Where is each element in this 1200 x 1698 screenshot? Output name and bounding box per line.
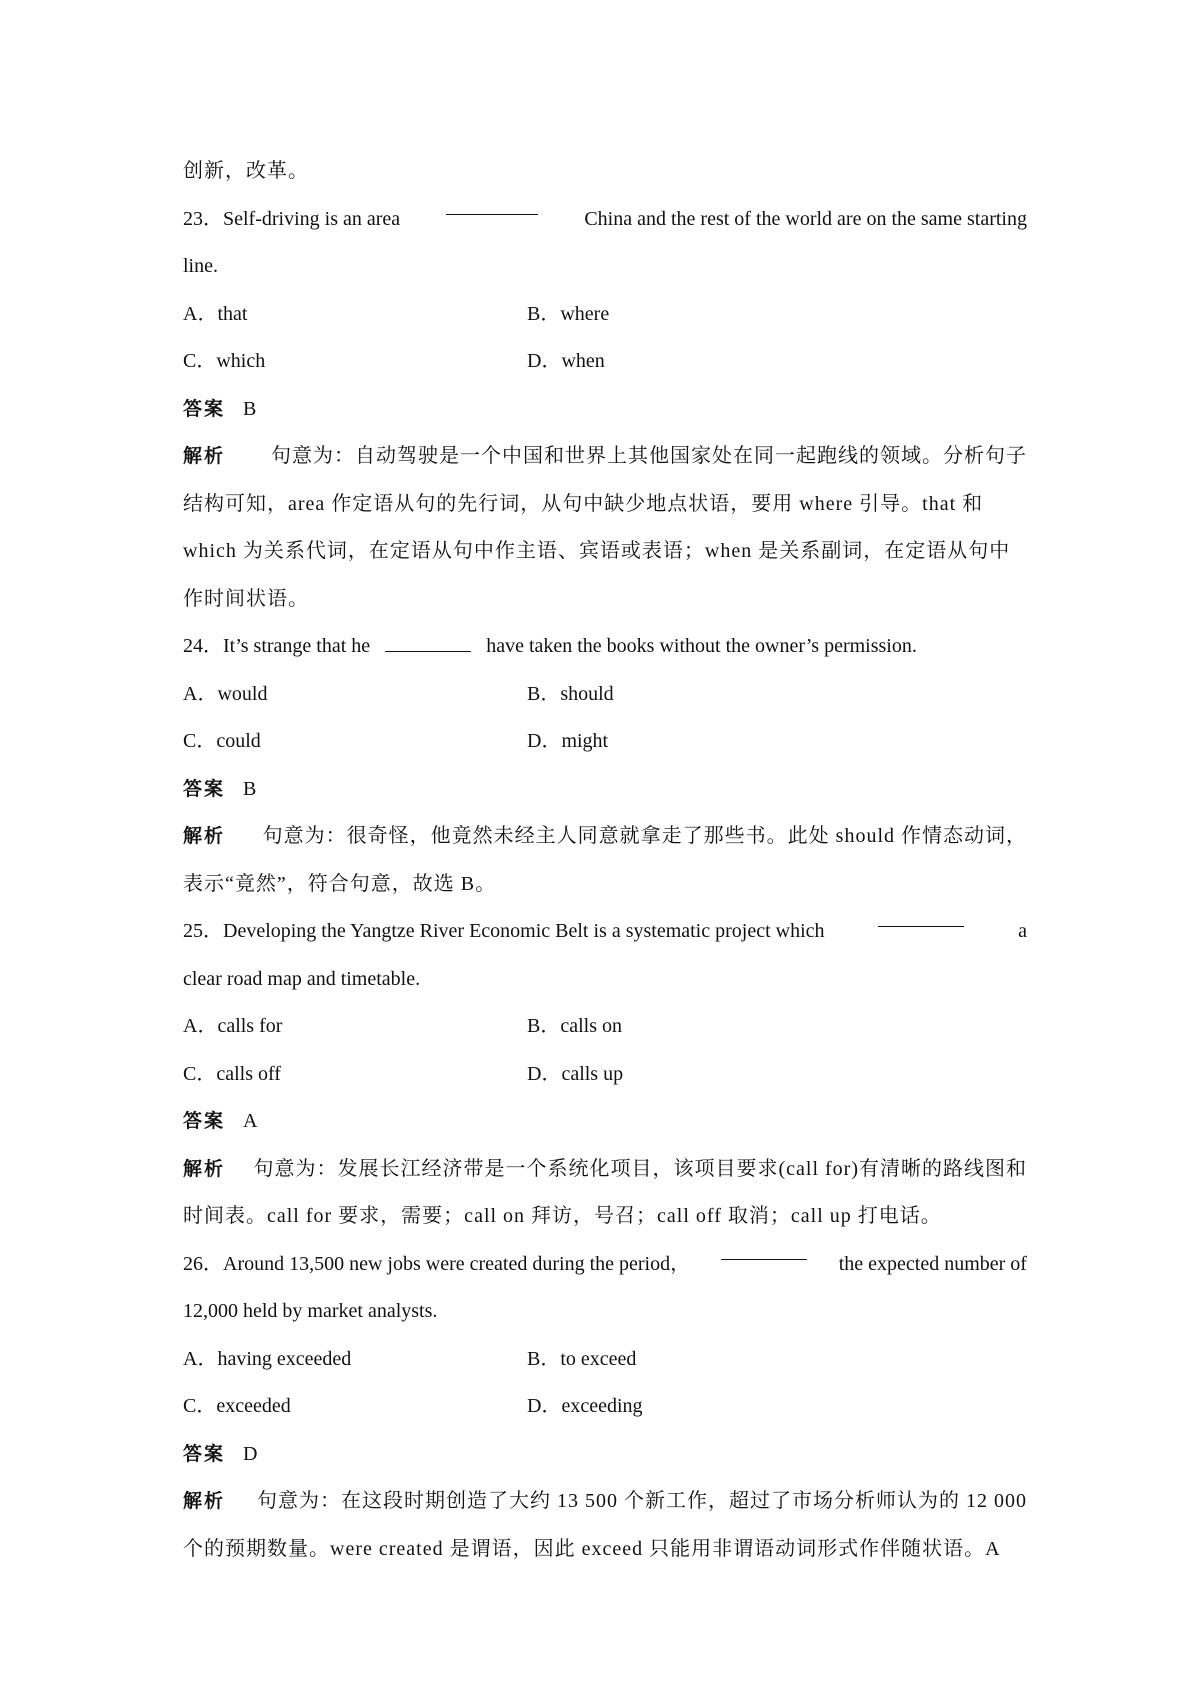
- analysis-line: [183, 1478, 1027, 1526]
- answer-label: 答案: [183, 1110, 226, 1132]
- question-stem-continuation: line.: [183, 255, 218, 277]
- options-row: [183, 1336, 1027, 1384]
- answer-line: [183, 1098, 1027, 1146]
- question-stem-part: a: [1018, 920, 1027, 942]
- option-b: B．calls on: [527, 1015, 622, 1037]
- option-a: A．calls for: [183, 1015, 283, 1037]
- answer-label: 答案: [183, 1442, 226, 1465]
- question-23-stem: [183, 196, 1027, 244]
- question-stem-part: the expected number of: [838, 1252, 1027, 1275]
- answer-line: [183, 766, 1027, 814]
- answer-value: B: [243, 397, 257, 420]
- answer-line: [183, 386, 1027, 434]
- analysis-text: 句意为：自动驾驶是一个中国和世界上其他国家处在同一起跑线的领域。分析句子: [271, 445, 1027, 467]
- answer-value: B: [243, 777, 257, 800]
- answer-label: 答案: [183, 397, 226, 420]
- analysis-text: 句意为：发展长江经济带是一个系统化项目，该项目要求(call for)有清晰的路线图和: [253, 1157, 1027, 1180]
- options-row: [183, 1003, 1027, 1051]
- question-stem-continuation: 12,000 held by market analysts.: [183, 1300, 438, 1322]
- option-c: C．which: [183, 350, 266, 372]
- question-24-stem: [183, 623, 1027, 671]
- intro-line: 创新，改革。: [183, 160, 309, 182]
- analysis-line: [183, 1146, 1027, 1194]
- answer-value: D: [243, 1442, 258, 1465]
- question-number: 24．: [183, 635, 223, 657]
- option-d: D．calls up: [527, 1062, 624, 1085]
- option-c: C．could: [183, 730, 261, 752]
- answer-blank: [385, 633, 471, 652]
- analysis-label: 解析: [183, 825, 226, 847]
- question-number: 25．: [183, 920, 223, 942]
- analysis-line: [183, 813, 1027, 861]
- option-a: A．having exceeded: [183, 1347, 352, 1370]
- analysis-label: 解析: [183, 1490, 226, 1512]
- option-a: A．that: [183, 302, 248, 325]
- option-b: B．where: [527, 302, 610, 325]
- analysis-label: 解析: [183, 445, 226, 467]
- option-b: B．to exceed: [527, 1347, 637, 1370]
- analysis-text: 句意为：很奇怪，他竟然未经主人同意就拿走了那些书。此处 should 作情态动词，: [262, 825, 1027, 847]
- document-page: [183, 148, 1027, 1573]
- analysis-text: which 为关系代词，在定语从句中作主语、宾语或表语；when 是关系副词，在定语从句中: [183, 540, 1011, 562]
- option-b: B．should: [527, 682, 614, 705]
- question-stem-part: Developing the Yangtze River Economic Belt is a systematic project which: [223, 920, 825, 942]
- question-26-stem: [183, 1241, 1027, 1289]
- question-number: 23．: [183, 207, 223, 230]
- options-row: [183, 1051, 1027, 1099]
- analysis-text: 结构可知，area 作定语从句的先行词，从句中缺少地点状语，要用 where 引导。that 和: [183, 492, 984, 515]
- analysis-text: 时间表。call for 要求，需要；call on 拜访，号召；call off 取消；call up 打电话。: [183, 1205, 942, 1227]
- answer-label: 答案: [183, 777, 226, 800]
- question-stem-part: China and the rest of the world are on the same starting: [584, 207, 1027, 230]
- answer-value: A: [243, 1110, 258, 1132]
- option-c: C．calls off: [183, 1062, 281, 1085]
- option-c: C．exceeded: [183, 1395, 291, 1417]
- question-stem-part: Around 13,500 new jobs were created during the period，: [223, 1252, 691, 1275]
- option-d: D．when: [527, 350, 605, 372]
- analysis-text: 句意为：在这段时期创造了大约 13 500 个新工作，超过了市场分析师认为的 12 000: [257, 1490, 1027, 1512]
- options-row: [183, 718, 1027, 766]
- question-stem-continuation: clear road map and timetable.: [183, 967, 421, 990]
- question-number: 26．: [183, 1252, 223, 1275]
- answer-blank: [446, 196, 538, 215]
- analysis-line: [183, 433, 1027, 481]
- analysis-text: 表示“竟然”，符合句意，故选 B。: [183, 872, 497, 895]
- options-row: [183, 291, 1027, 339]
- analysis-text: 作时间状语。: [183, 587, 309, 610]
- answer-blank: [878, 908, 964, 927]
- option-d: D．might: [527, 730, 609, 752]
- question-stem-part: have taken the books without the owner’s permission.: [486, 635, 917, 657]
- answer-blank: [721, 1241, 807, 1260]
- options-row: [183, 671, 1027, 719]
- analysis-label: 解析: [183, 1157, 226, 1180]
- question-stem-part: It’s strange that he: [223, 635, 371, 657]
- question-stem-part: Self-driving is an area: [223, 207, 401, 230]
- options-row: [183, 338, 1027, 386]
- analysis-text: 个的预期数量。were created 是谓语，因此 exceed 只能用非谓语动词形式作伴随状语。A: [183, 1537, 1001, 1560]
- option-a: A．would: [183, 682, 268, 705]
- answer-line: [183, 1431, 1027, 1479]
- options-row: [183, 1383, 1027, 1431]
- option-d: D．exceeding: [527, 1395, 643, 1417]
- question-25-stem: [183, 908, 1027, 956]
